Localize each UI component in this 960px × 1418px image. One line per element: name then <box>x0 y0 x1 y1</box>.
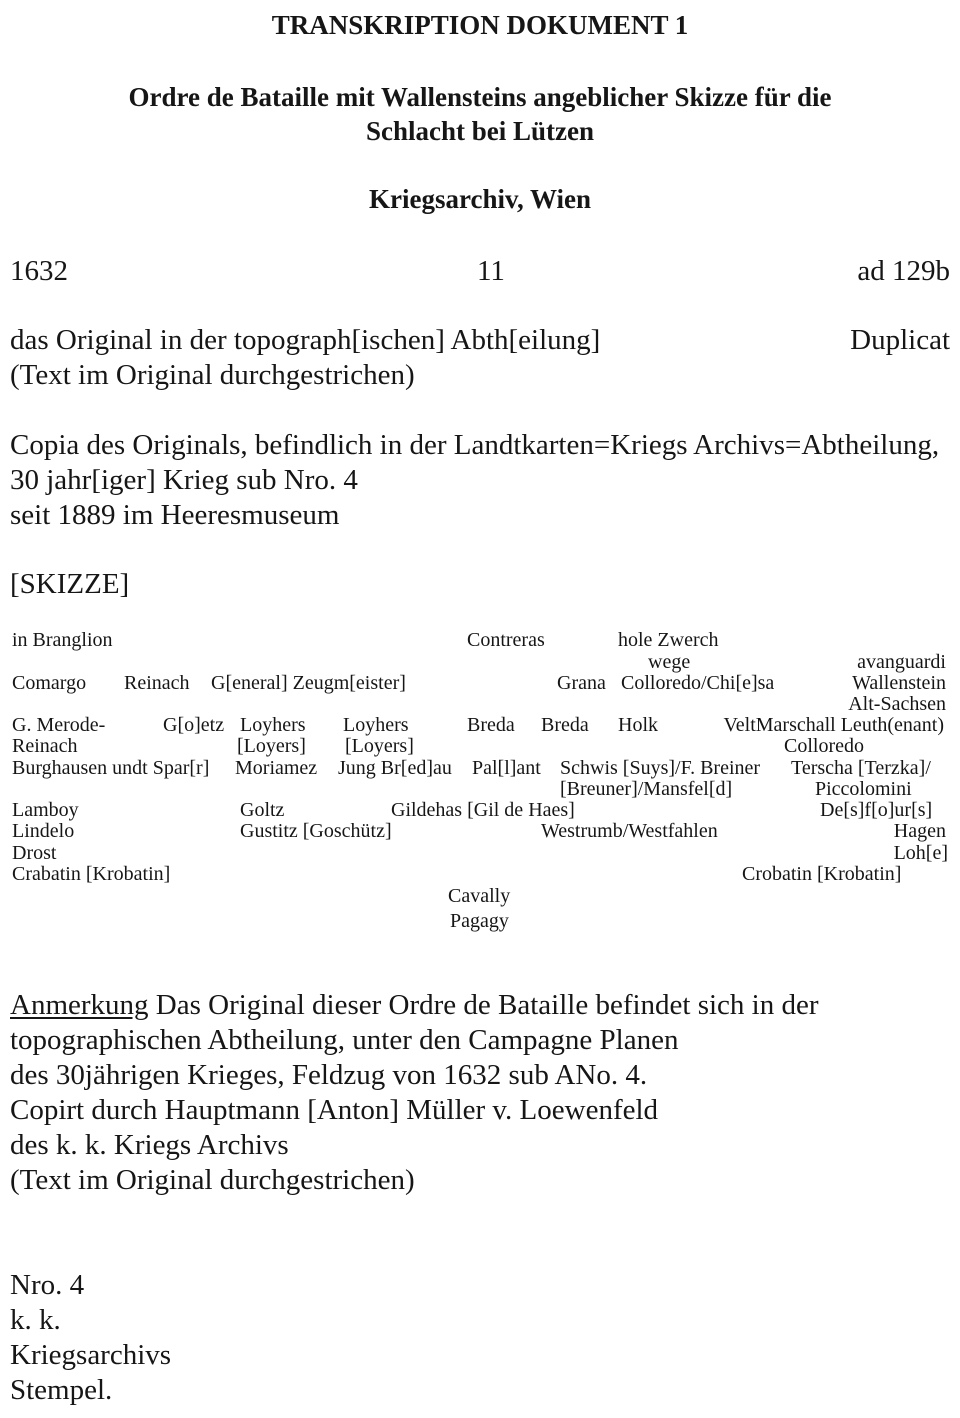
sketch-entry: in Branglion <box>12 629 113 651</box>
sketch-entry: VeltMarschall Leuth(enant) <box>723 714 944 736</box>
copy-note-line-3: seit 1889 im Heeresmuseum <box>10 499 340 531</box>
sketch-entry: Colloredo/Chi[e]sa <box>621 672 775 694</box>
copy-note-line-2: 30 jahr[iger] Krieg sub Nro. 4 <box>10 464 358 496</box>
sketch-entry: Grana <box>557 672 606 694</box>
sketch-entry: [Breuner]/Mansfel[d] <box>560 778 733 800</box>
sketch-entry: Crobatin [Krobatin] <box>742 863 902 885</box>
header-year: 1632 <box>10 255 68 287</box>
annotation-line-5: des k. k. Kriegs Archivs <box>10 1129 289 1161</box>
header-reference: ad 129b <box>857 255 950 287</box>
sketch-entry: Colloredo <box>784 735 864 757</box>
sketch-entry: Breda <box>541 714 589 736</box>
sketch-entry: Holk <box>618 714 658 736</box>
sketch-entry: Gustitz [Goschütz] <box>240 820 392 842</box>
sketch-entry: [Loyers] <box>345 735 414 757</box>
sketch-entry: hole Zwerch <box>618 629 719 651</box>
sketch-entry: Crabatin [Krobatin] <box>12 863 171 885</box>
sketch-entry: G[o]etz <box>163 714 225 736</box>
sketch-entry: wege <box>648 651 691 673</box>
sketch-entry: Pal[l]ant <box>472 757 541 779</box>
sketch-entry: Schwis [Suys]/F. Breiner <box>560 757 761 779</box>
sketch-entry: Comargo <box>12 672 87 694</box>
battle-order-sketch <box>0 628 960 938</box>
sketch-entry: Loh[e] <box>893 842 948 864</box>
sketch-entry: Loyhers <box>343 714 409 736</box>
original-location-note: das Original in der topograph[ischen] Abth[eilung] <box>10 324 601 356</box>
subtitle-line-2: Schlacht bei Lützen <box>365 116 594 146</box>
annotation-line-4: Copirt durch Hauptmann [Anton] Müller v. Loewenfeld <box>10 1094 659 1126</box>
annotation-line-2: topographischen Abtheilung, unter den Campagne Planen <box>10 1024 679 1056</box>
sketch-entry: [Loyers] <box>237 735 306 757</box>
stamp-line-1: Nro. 4 <box>10 1269 85 1301</box>
subtitle-line-1: Ordre de Bataille mit Wallensteins angeblicher Skizze für die <box>128 82 832 112</box>
sketch-entry: Goltz <box>240 799 285 821</box>
sketch-entry: Westrumb/Westfahlen <box>541 820 718 842</box>
sketch-entry: Reinach <box>124 672 190 694</box>
sketch-entry: avanguardi <box>857 651 946 673</box>
duplicate-label: Duplicat <box>850 324 950 356</box>
annotation-line-3: des 30jährigen Krieges, Feldzug von 1632 sub ANo. 4. <box>10 1059 648 1091</box>
sketch-entry: Jung Br[ed]au <box>338 757 452 779</box>
sketch-entry: Terscha [Terzka]/ <box>791 757 931 779</box>
stamp-line-4: Stempel. <box>10 1374 113 1406</box>
sketch-entry: G. Merode- <box>12 714 106 736</box>
annotation-line-1 <box>10 988 819 1023</box>
sketch-entry: Piccolomini <box>815 778 912 800</box>
sketch-entry: Reinach <box>12 735 78 757</box>
copy-note-line-1: Copia des Originals, befindlich in der Landtkarten=Kriegs Archivs=Abtheilung, <box>10 429 940 461</box>
sketch-heading: [SKIZZE] <box>10 568 130 600</box>
sketch-entry: Hagen <box>893 820 946 842</box>
stamp-line-2: k. k. <box>10 1304 61 1336</box>
sketch-entry: Breda <box>467 714 515 736</box>
sketch-entry: Pagagy <box>450 910 509 932</box>
sketch-entry: Loyhers <box>240 714 306 736</box>
sketch-entry: Wallenstein <box>852 672 946 694</box>
annotation-line-6: (Text im Original durchgestrichen) <box>10 1164 415 1196</box>
sketch-entry: Drost <box>12 842 57 864</box>
sketch-entry: Cavally <box>448 885 511 907</box>
sketch-entry: Lamboy <box>12 799 79 821</box>
annotation-label: Anmerkung <box>10 989 149 1021</box>
sketch-entry: Contreras <box>467 629 545 651</box>
annotation-first-line: Das Original dieser Ordre de Bataille befindet sich in der <box>155 989 819 1021</box>
sketch-entry: Moriamez <box>235 757 318 779</box>
archive-name: Kriegsarchiv, Wien <box>368 184 591 214</box>
sketch-entry: Burghausen undt Spar[r] <box>12 757 210 779</box>
sketch-entry: Gildehas [Gil de Haes] <box>391 799 575 821</box>
struck-text-note: (Text im Original durchgestrichen) <box>10 359 415 391</box>
stamp-line-3: Kriegsarchivs <box>10 1339 172 1371</box>
sketch-entry: De[s]f[o]ur[s] <box>820 799 933 821</box>
sketch-entry: G[eneral] Zeugm[eister] <box>211 672 406 694</box>
document-title: TRANSKRIPTION DOKUMENT 1 <box>271 10 689 40</box>
sketch-entry: Lindelo <box>12 820 75 842</box>
sketch-entry: Alt-Sachsen <box>848 693 946 715</box>
header-number: 11 <box>477 255 505 287</box>
